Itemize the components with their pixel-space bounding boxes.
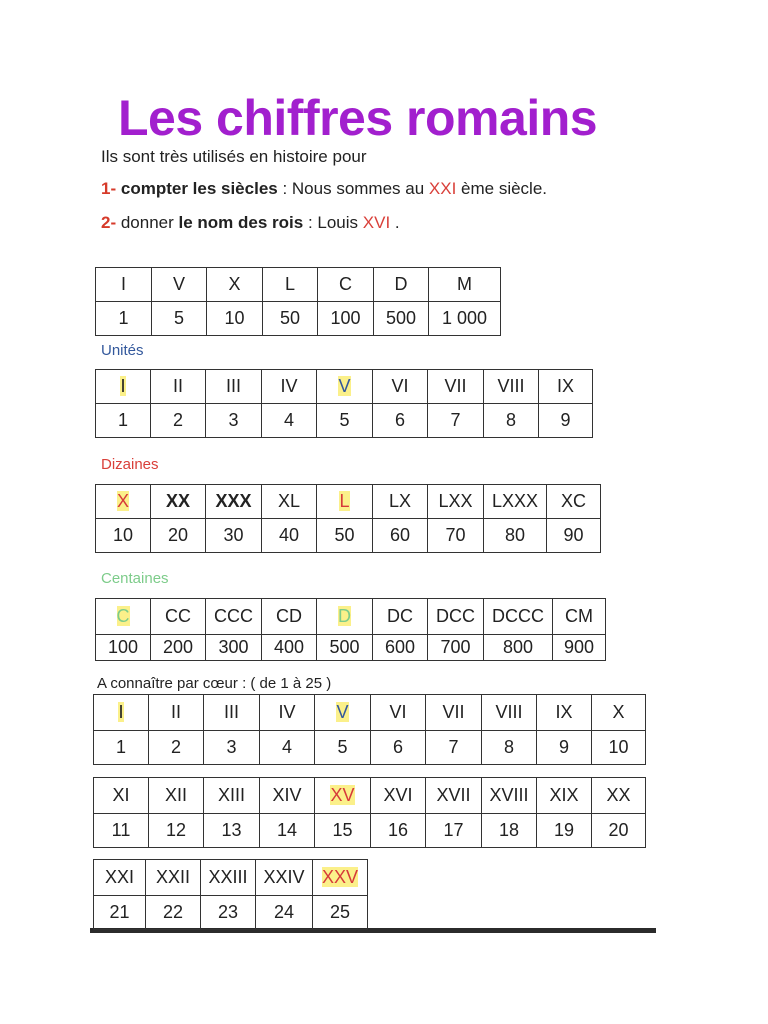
arabic-cell: 10 (207, 302, 263, 336)
arabic-cell: 20 (151, 519, 206, 553)
roman-cell: XIII (204, 778, 260, 814)
arabic-cell: 30 (206, 519, 262, 553)
arabic-cell: 3 (204, 731, 260, 765)
roman-text: XXV (321, 867, 359, 887)
roman-cell: II (151, 370, 206, 404)
roman-cell: VII (428, 370, 484, 404)
roman-cell: DC (373, 599, 428, 635)
arabic-cell: 500 (317, 635, 373, 661)
arabic-cell: 300 (206, 635, 262, 661)
roman-text: V (336, 702, 349, 722)
roman-cell (313, 860, 368, 896)
roman-cell (96, 599, 151, 635)
point-two-text-2: : Louis (303, 213, 363, 232)
roman-cell: XXII (146, 860, 201, 896)
arabic-cell: 5 (152, 302, 207, 336)
point-one-bold: compter les siècles (120, 179, 278, 198)
arabic-cell: 15 (315, 814, 371, 848)
arabic-cell: 9 (537, 731, 592, 765)
arabic-cell: 13 (204, 814, 260, 848)
arabic-cell: 12 (149, 814, 204, 848)
arabic-cell: 100 (318, 302, 374, 336)
roman-cell: LXX (428, 485, 484, 519)
arabic-cell: 10 (592, 731, 646, 765)
roman-cell (96, 370, 151, 404)
page-title: Les chiffres romains (118, 90, 598, 146)
arabic-cell: 2 (151, 404, 206, 438)
dizaines-label: Dizaines (101, 456, 159, 473)
arabic-cell: 800 (484, 635, 553, 661)
point-two-after: . (390, 213, 400, 232)
roman-cell: XXI (94, 860, 146, 896)
roman-cell: XII (149, 778, 204, 814)
basic-symbols-table (95, 267, 501, 336)
roman-cell: CD (262, 599, 317, 635)
roman-cell: XVIII (482, 778, 537, 814)
arabic-cell: 5 (315, 731, 371, 765)
roman-cell: CM (553, 599, 606, 635)
roman-cell (315, 695, 371, 731)
arabic-cell: 11 (94, 814, 149, 848)
roman-cell: VIII (484, 370, 539, 404)
roman-cell: XXX (206, 485, 262, 519)
roman-cell (317, 370, 373, 404)
point-one-text: : Nous sommes au (277, 179, 429, 198)
arabic-cell: 200 (151, 635, 206, 661)
arabic-cell: 600 (373, 635, 428, 661)
arabic-cell: 7 (426, 731, 482, 765)
roman-cell: XIX (537, 778, 592, 814)
coeur-table-11-20 (93, 777, 646, 848)
arabic-cell: 400 (262, 635, 317, 661)
point-two-roman: XVI (362, 213, 391, 232)
roman-cell: IX (539, 370, 593, 404)
roman-text: D (338, 606, 351, 626)
arabic-cell: 1 (96, 302, 152, 336)
roman-cell: XX (592, 778, 646, 814)
roman-text: I (120, 376, 126, 396)
arabic-cell: 16 (371, 814, 426, 848)
roman-text: I (118, 702, 124, 722)
arabic-cell: 25 (313, 896, 368, 930)
roman-text: L (339, 491, 350, 511)
roman-cell: XC (547, 485, 601, 519)
arabic-cell: 8 (482, 731, 537, 765)
arabic-cell: 2 (149, 731, 204, 765)
arabic-cell: 80 (484, 519, 547, 553)
coeur-table-1-10 (93, 694, 646, 765)
arabic-cell: 24 (256, 896, 313, 930)
roman-cell: LX (373, 485, 428, 519)
roman-cell: V (152, 268, 207, 302)
arabic-cell: 50 (317, 519, 373, 553)
arabic-cell: 50 (263, 302, 318, 336)
roman-cell: L (263, 268, 318, 302)
roman-cell: CCC (206, 599, 262, 635)
arabic-cell: 8 (484, 404, 539, 438)
centaines-label: Centaines (101, 570, 169, 587)
roman-cell: XVI (371, 778, 426, 814)
roman-cell: C (318, 268, 374, 302)
arabic-cell: 6 (373, 404, 428, 438)
arabic-cell: 21 (94, 896, 146, 930)
roman-cell: XL (262, 485, 317, 519)
roman-cell: CC (151, 599, 206, 635)
arabic-cell: 100 (96, 635, 151, 661)
roman-cell: VII (426, 695, 482, 731)
point-one-roman: XXI (428, 179, 457, 198)
roman-cell: XXIII (201, 860, 256, 896)
roman-cell (317, 485, 373, 519)
unites-table (95, 369, 593, 438)
arabic-cell: 900 (553, 635, 606, 661)
roman-cell: IV (260, 695, 315, 731)
roman-text: C (116, 606, 130, 626)
arabic-cell: 70 (428, 519, 484, 553)
intro-text: Ils sont très utilisés en histoire pour (101, 147, 367, 166)
roman-cell: DCCC (484, 599, 553, 635)
roman-cell: X (592, 695, 646, 731)
point-two-number: 2- (101, 213, 117, 232)
arabic-cell: 6 (371, 731, 426, 765)
roman-cell: XXIV (256, 860, 313, 896)
arabic-cell: 19 (537, 814, 592, 848)
roman-text: XV (330, 785, 355, 805)
roman-cell: VI (371, 695, 426, 731)
roman-cell: XIV (260, 778, 315, 814)
roman-cell: III (206, 370, 262, 404)
roman-cell (315, 778, 371, 814)
arabic-cell: 1 (94, 731, 149, 765)
centaines-table (95, 598, 606, 661)
arabic-cell: 7 (428, 404, 484, 438)
arabic-cell: 22 (146, 896, 201, 930)
point-one-after: ème siècle. (456, 179, 548, 198)
arabic-cell: 18 (482, 814, 537, 848)
arabic-cell: 4 (262, 404, 317, 438)
roman-text: V (338, 376, 351, 396)
arabic-cell: 23 (201, 896, 256, 930)
arabic-cell: 500 (374, 302, 429, 336)
coeur-table-21-25 (93, 859, 368, 930)
roman-cell: IX (537, 695, 592, 731)
point-two (101, 212, 400, 234)
arabic-cell: 17 (426, 814, 482, 848)
arabic-cell: 60 (373, 519, 428, 553)
arabic-cell: 40 (262, 519, 317, 553)
dizaines-table (95, 484, 601, 553)
unites-label: Unités (101, 342, 144, 359)
roman-cell: VI (373, 370, 428, 404)
point-two-bold: le nom des rois (178, 213, 304, 232)
roman-cell: X (207, 268, 263, 302)
arabic-cell: 10 (96, 519, 151, 553)
arabic-cell: 1 (96, 404, 151, 438)
roman-cell (94, 695, 149, 731)
point-one (101, 178, 547, 200)
roman-cell: XI (94, 778, 149, 814)
roman-cell: LXXX (484, 485, 547, 519)
arabic-cell: 4 (260, 731, 315, 765)
arabic-cell: 700 (428, 635, 484, 661)
roman-text: X (116, 491, 129, 511)
roman-cell (96, 485, 151, 519)
arabic-cell: 9 (539, 404, 593, 438)
roman-cell: XX (151, 485, 206, 519)
roman-cell (317, 599, 373, 635)
point-two-text-1: donner (116, 213, 179, 232)
roman-cell: VIII (482, 695, 537, 731)
roman-cell: IV (262, 370, 317, 404)
arabic-cell: 5 (317, 404, 373, 438)
arabic-cell: 1 000 (429, 302, 501, 336)
arabic-cell: 90 (547, 519, 601, 553)
roman-cell: II (149, 695, 204, 731)
roman-cell: XVII (426, 778, 482, 814)
arabic-cell: 20 (592, 814, 646, 848)
roman-cell: DCC (428, 599, 484, 635)
arabic-cell: 3 (206, 404, 262, 438)
coeur-label: A connaître par cœur : ( de 1 à 25 ) (97, 675, 332, 692)
point-one-number: 1- (101, 179, 117, 198)
roman-cell: I (96, 268, 152, 302)
arabic-cell: 14 (260, 814, 315, 848)
roman-cell: III (204, 695, 260, 731)
roman-cell: D (374, 268, 429, 302)
roman-cell: M (429, 268, 501, 302)
